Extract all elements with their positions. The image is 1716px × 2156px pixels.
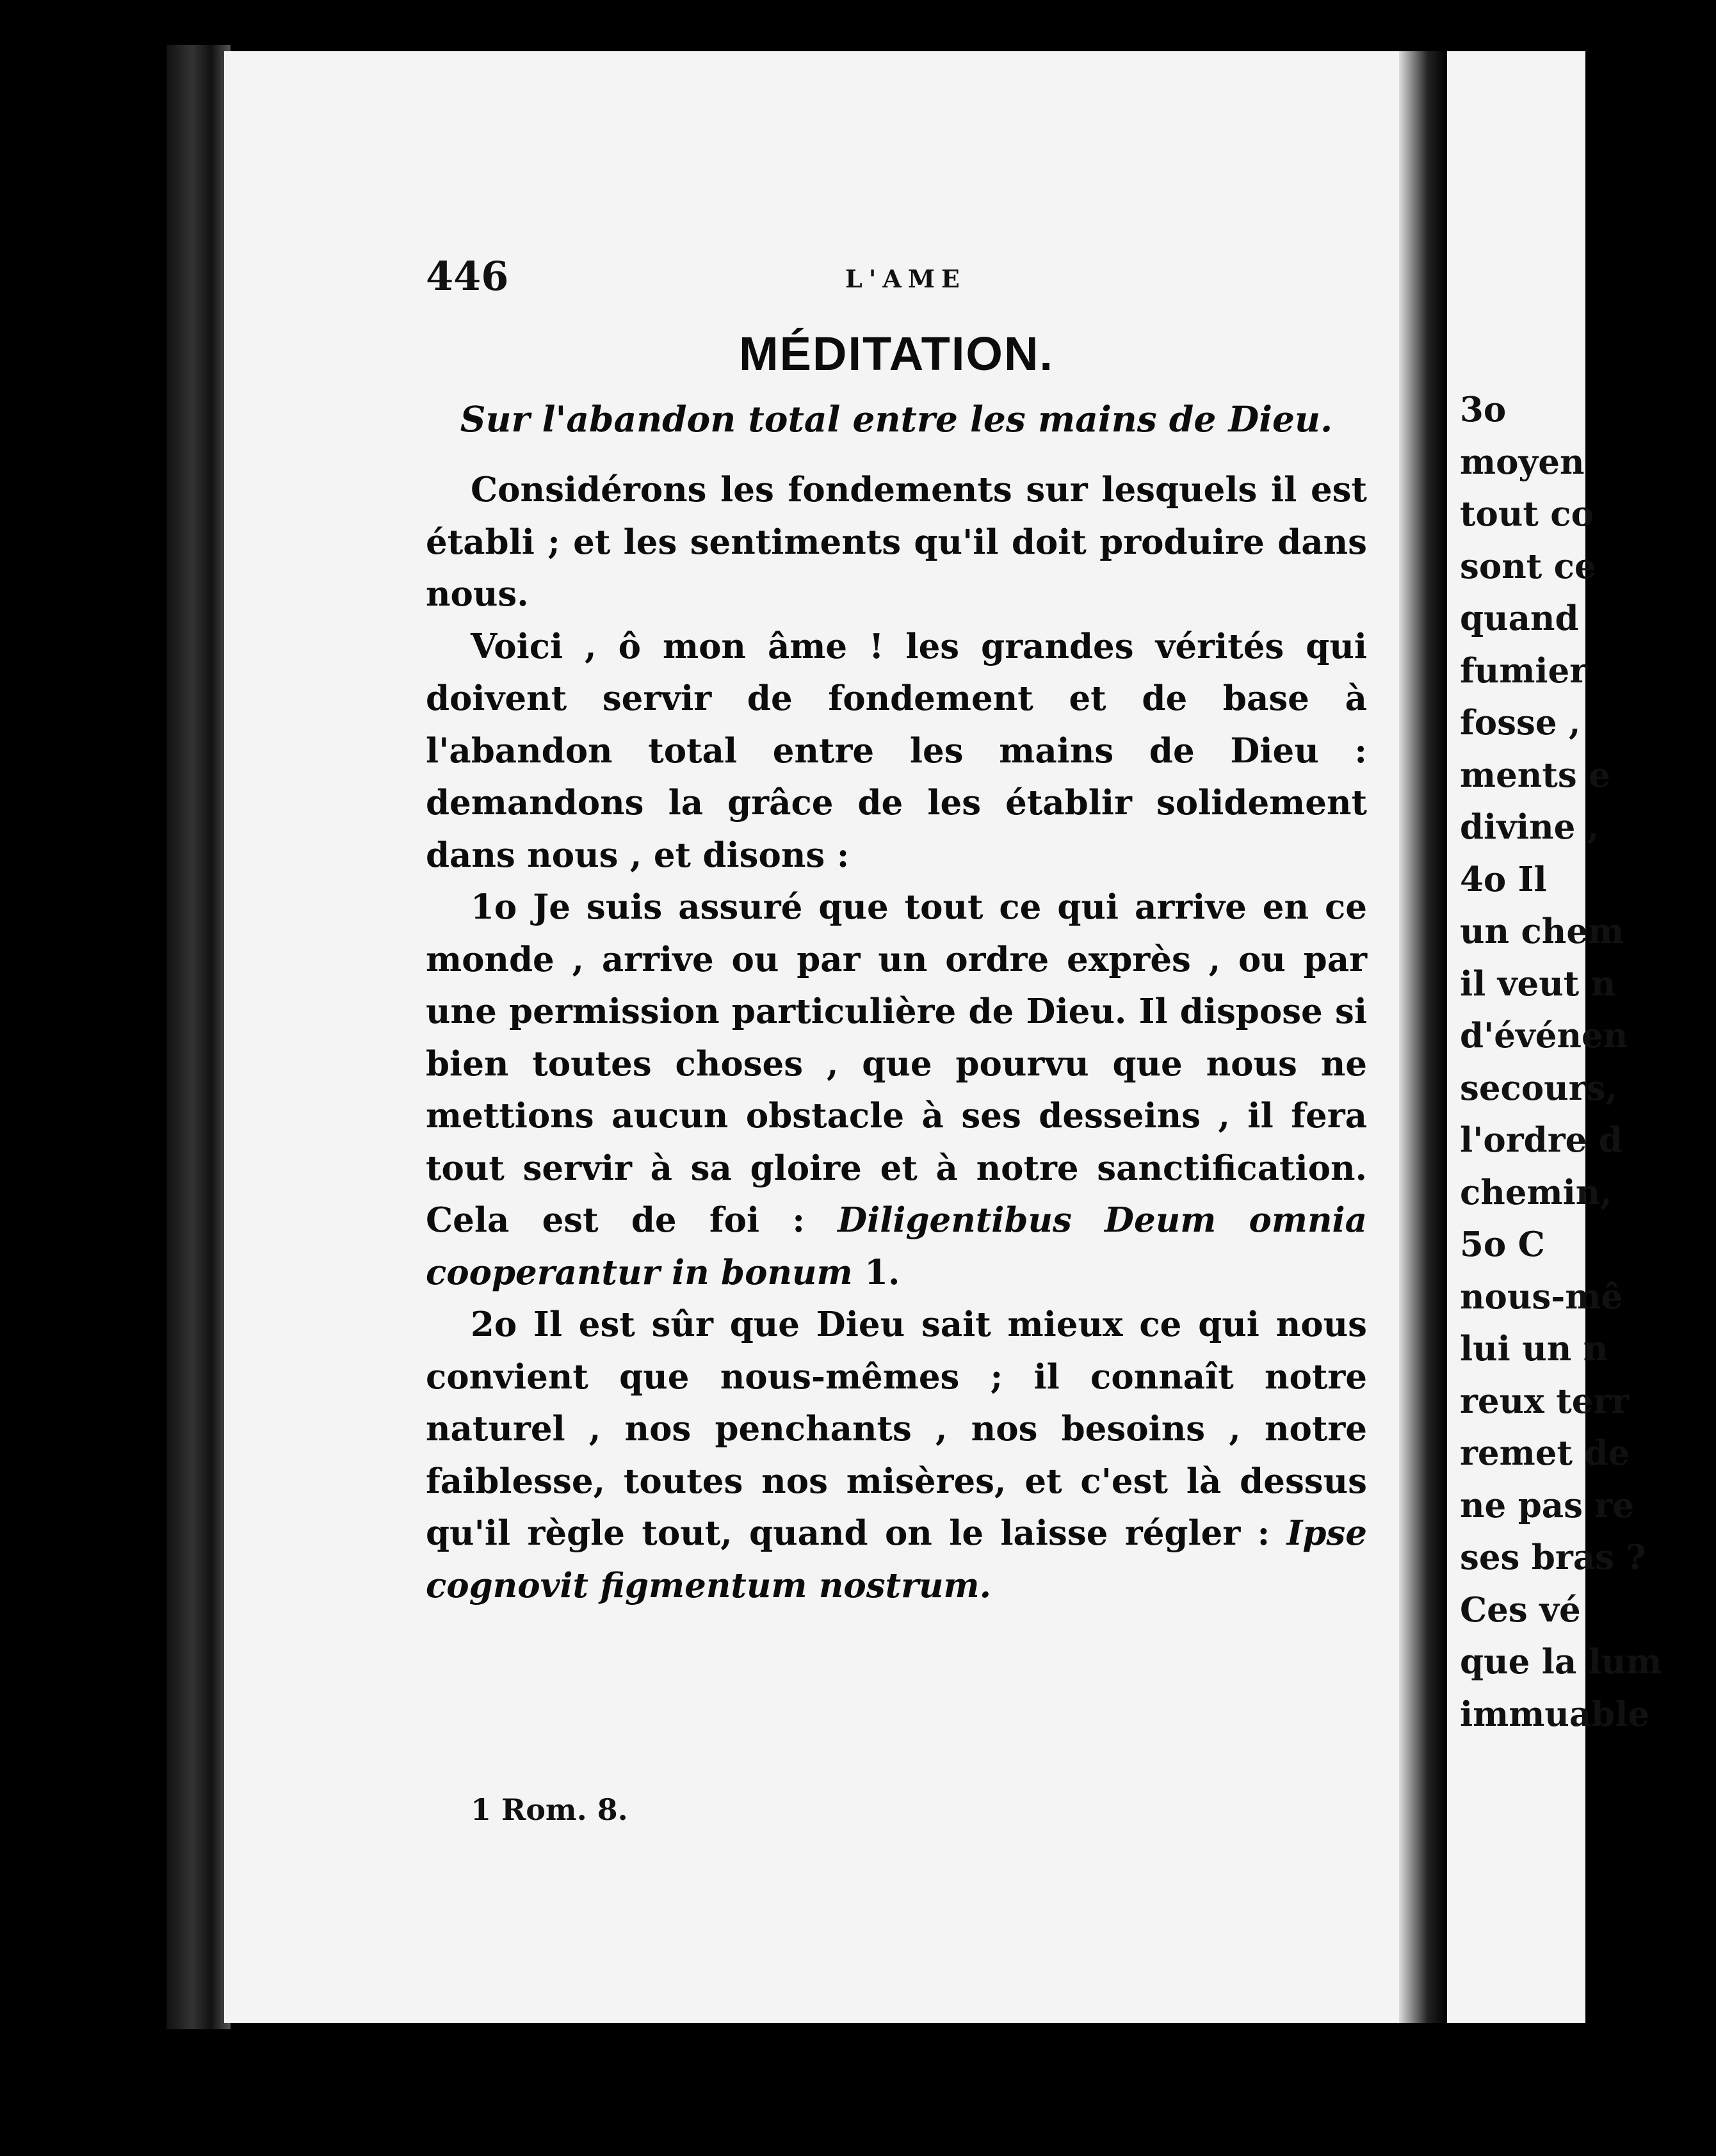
footnote: 1 Rom. 8. bbox=[471, 1792, 628, 1827]
right-page-line: d'événen bbox=[1460, 1016, 1628, 1056]
right-page-partial bbox=[1447, 51, 1662, 2023]
right-page-line: ments e bbox=[1460, 755, 1610, 795]
right-page-line: secours, bbox=[1460, 1068, 1617, 1108]
paragraph-4-text: 2o Il est sûr que Dieu sait mieux ce qui nous convient que nous-mêmes ; il connaît notre naturel , nos penchants , nos besoins , notre faiblesse, toutes nos misères, et c'est là dessus qu'il règle tout, quand on le laisse régler : bbox=[426, 1305, 1367, 1553]
paragraph-2-text: Voici , ô mon âme ! les grandes vérités qui doivent servir de fondement et de base à l'abandon total entre les mains de Dieu : demandons la grâce de les établir solidement dans nous , et disons : bbox=[426, 626, 1367, 875]
main-text bbox=[426, 326, 1367, 1612]
paragraph-4 bbox=[426, 1299, 1367, 1612]
right-page-line: 3o bbox=[1460, 390, 1507, 430]
right-page-line: que la lum bbox=[1460, 1642, 1662, 1682]
paragraph-3-text: 1o Je suis assuré que tout ce qui arrive en ce monde , arrive ou par un ordre exprès , ou par une permission particulière de Dieu. Il dispose si bien toutes choses , que pourvu que nous ne mettions aucun obstacle à ses desseins , il fera tout servir à sa gloire et à notre sanctification. Cela est de foi : bbox=[426, 887, 1367, 1240]
paragraph-3-footnote-ref: 1. bbox=[852, 1252, 900, 1292]
right-page-line: un chem bbox=[1460, 912, 1624, 951]
right-page-line: divine , bbox=[1460, 807, 1599, 847]
right-page-line: moyen bbox=[1460, 442, 1585, 482]
paragraph-4-latin: Ipse cognovit figmentum nostrum. bbox=[426, 1513, 1367, 1605]
meditation-title: MÉDITATION. bbox=[739, 327, 1054, 380]
right-page-line: tout co bbox=[1460, 494, 1594, 534]
right-page-text bbox=[1460, 384, 1716, 1741]
paragraph-3-latin: Diligentibus Deum omnia cooperantur in bonum bbox=[426, 1200, 1367, 1292]
paragraph-1 bbox=[426, 464, 1367, 621]
paragraph-1-text: Considérons les fondements sur lesquels il est établi ; et les sentiments qu'il doit produire dans nous. bbox=[426, 470, 1367, 614]
right-page-line: chemin, bbox=[1460, 1172, 1612, 1212]
page-number: 446 bbox=[426, 253, 509, 300]
page-header bbox=[426, 253, 1361, 304]
right-page-line: il veut n bbox=[1460, 963, 1616, 1004]
paragraph-2 bbox=[426, 621, 1367, 882]
right-page-line: lui un n bbox=[1460, 1329, 1608, 1369]
right-page-line: fosse , bbox=[1460, 703, 1581, 743]
right-page-line: Ces vé bbox=[1460, 1589, 1581, 1630]
page-gutter bbox=[1399, 51, 1447, 2023]
right-page-line: remet de bbox=[1460, 1433, 1630, 1473]
right-page-line: nous-mê bbox=[1460, 1276, 1623, 1317]
meditation-subtitle: Sur l'abandon total entre les mains de Dieu. bbox=[460, 398, 1333, 440]
right-page-line: quand bbox=[1460, 599, 1579, 638]
paragraph-3 bbox=[426, 881, 1367, 1299]
right-page-line: reux terr bbox=[1460, 1381, 1630, 1421]
right-page-line: fumier bbox=[1460, 650, 1588, 691]
right-page-line: sont ce bbox=[1460, 546, 1596, 586]
right-page-line: 4o Il bbox=[1460, 859, 1547, 899]
book-binding bbox=[166, 45, 231, 2029]
right-page-line: ne pas re bbox=[1460, 1485, 1635, 1525]
right-page-line: l'ordre d bbox=[1460, 1120, 1623, 1160]
running-head: L'AME bbox=[845, 264, 966, 293]
right-page-line: ses bras ? bbox=[1460, 1538, 1646, 1577]
right-page-line: immuable bbox=[1460, 1694, 1650, 1734]
right-page-line: 5o C bbox=[1460, 1225, 1545, 1264]
